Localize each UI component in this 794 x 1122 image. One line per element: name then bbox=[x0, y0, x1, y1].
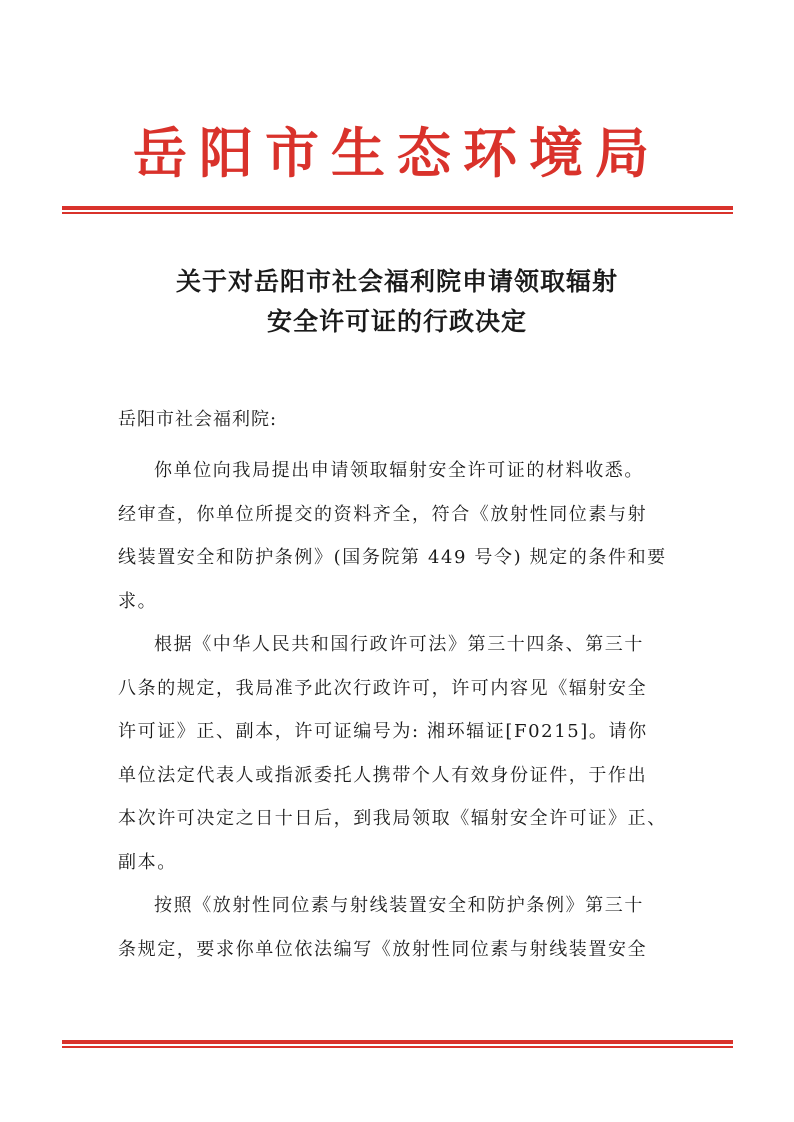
footer-rule-thin bbox=[62, 1046, 733, 1048]
document-title-line-2: 安全许可证的行政决定 bbox=[266, 307, 527, 336]
footer-rule-thick bbox=[62, 1040, 733, 1044]
document-title-line-1: 关于对岳阳市社会福利院申请领取辐射 bbox=[175, 267, 618, 296]
org-letterhead-title: 岳阳市生态环境局 bbox=[133, 121, 661, 185]
paragraph-line: 根据《中华人民共和国行政许可法》第三十四条、第三十 bbox=[154, 634, 644, 655]
paragraph-line: 线装置安全和防护条例》(国务院第 449 号令) 规定的条件和要 bbox=[118, 547, 667, 568]
letterhead-rule-thick bbox=[62, 206, 733, 210]
document-title bbox=[40, 262, 754, 342]
paragraph-line: 求。 bbox=[118, 590, 158, 612]
paragraph-3 bbox=[118, 884, 704, 971]
paragraph-line: 经审查，你单位所提交的资料齐全，符合《放射性同位素与射 bbox=[118, 503, 648, 525]
paragraph-line: 本次许可决定之日十日后，到我局领取《辐射安全许可证》正、 bbox=[118, 808, 667, 829]
paragraph-line: 按照《放射性同位素与射线装置安全和防护条例》第三十 bbox=[154, 895, 644, 916]
paragraph-line: 八条的规定，我局准予此次行政许可，许可内容见《辐射安全 bbox=[118, 677, 648, 699]
paragraph-1 bbox=[118, 449, 704, 623]
paragraph-line: 条规定，要求你单位依法编写《放射性同位素与射线装置安全 bbox=[118, 938, 648, 960]
paragraph-line: 许可证》正、副本，许可证编号为: 湘环辐证[F0215]。请你 bbox=[118, 721, 648, 742]
paragraph-line: 副本。 bbox=[118, 851, 177, 873]
letterhead-rule-thin bbox=[62, 212, 733, 214]
body-text bbox=[118, 449, 704, 971]
paragraph-line: 单位法定代表人或指派委托人携带个人有效身份证件，于作出 bbox=[118, 764, 648, 786]
salutation: 岳阳市社会福利院: bbox=[118, 409, 278, 430]
paragraph-2 bbox=[118, 623, 704, 884]
paragraph-line: 你单位向我局提出申请领取辐射安全许可证的材料收悉。 bbox=[154, 460, 644, 481]
